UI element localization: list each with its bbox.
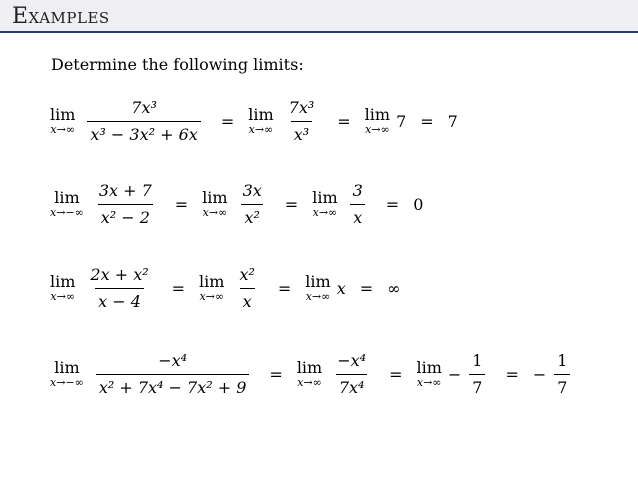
fraction: $\frac{1}{7}$ — [469, 351, 485, 398]
minus-sign: − — [532, 364, 547, 384]
equals-sign: = — [359, 278, 374, 298]
equals-sign: = — [220, 111, 235, 131]
limit-result: $\frac{1}{7}$ — [554, 351, 570, 398]
intro-text: Determine the following limits: — [51, 55, 304, 74]
equals-sign: = — [284, 194, 299, 214]
limit-result: ∞ — [387, 278, 401, 298]
fraction: $\frac{3}{x}$ — [350, 181, 366, 228]
equals-sign: = — [385, 194, 400, 214]
limit-example-1 — [50, 86, 458, 156]
minus-sign: − — [447, 364, 462, 384]
equals-sign: = — [505, 364, 519, 384]
fraction: $\frac{3x}{\text{x²}}$ — [242, 180, 262, 227]
limit-example-3 — [50, 253, 400, 323]
slide-title: Examples — [12, 4, 110, 29]
limit-operator: lim x→∞ — [305, 272, 331, 303]
fraction: $\frac{\text{7x³}}{\text{x³}}$ — [288, 97, 315, 144]
limit-operator: lim x→∞ — [248, 105, 274, 136]
equals-sign: = — [420, 111, 434, 131]
limit-operator: lim x→∞ — [416, 358, 442, 389]
limit-result: 7 — [447, 111, 458, 131]
limit-example-4 — [50, 339, 576, 409]
limit-operator: lim x→∞ — [50, 105, 76, 136]
limit-operator: lim x→∞ — [364, 105, 391, 136]
fraction: $\frac{\text{x²}}{x}$ — [239, 264, 255, 311]
slide-header — [0, 0, 638, 33]
limit-operator: lim x→∞ — [50, 272, 76, 303]
equals-sign: = — [389, 364, 403, 384]
limit-example-2 — [50, 169, 423, 239]
expression: 7 — [396, 111, 407, 131]
limit-operator: lim x→∞ — [202, 188, 228, 219]
fraction: $\frac{\text{−x⁴}}{\text{x² + 7x⁴ − 7x² + 9}}$ — [96, 351, 250, 398]
limit-operator: lim x→∞ — [296, 358, 323, 389]
fraction: $\frac{\text{−x⁴}}{\text{7x⁴}}$ — [337, 350, 367, 397]
fraction: $\frac{3x + 7}{\text{x² − 2}}$ — [98, 180, 152, 227]
limit-operator: lim x→∞ — [312, 188, 338, 219]
fraction: $\frac{\text{7x³}}{\text{x³ − 3x² + 6x}}$ — [87, 98, 200, 145]
equals-sign: = — [171, 278, 186, 298]
limit-operator: lim x→−∞ — [50, 358, 84, 389]
limit-result: 0 — [413, 194, 424, 214]
equals-sign: = — [337, 111, 351, 131]
equals-sign: = — [269, 364, 283, 384]
equals-sign: = — [277, 278, 292, 298]
limit-operator: lim x→∞ — [199, 272, 225, 303]
limit-operator: lim x→−∞ — [50, 188, 84, 219]
equals-sign: = — [174, 194, 189, 214]
fraction: $\frac{\text{2x + x²}}{x - 4}$ — [90, 264, 149, 311]
expression: x — [336, 278, 346, 298]
